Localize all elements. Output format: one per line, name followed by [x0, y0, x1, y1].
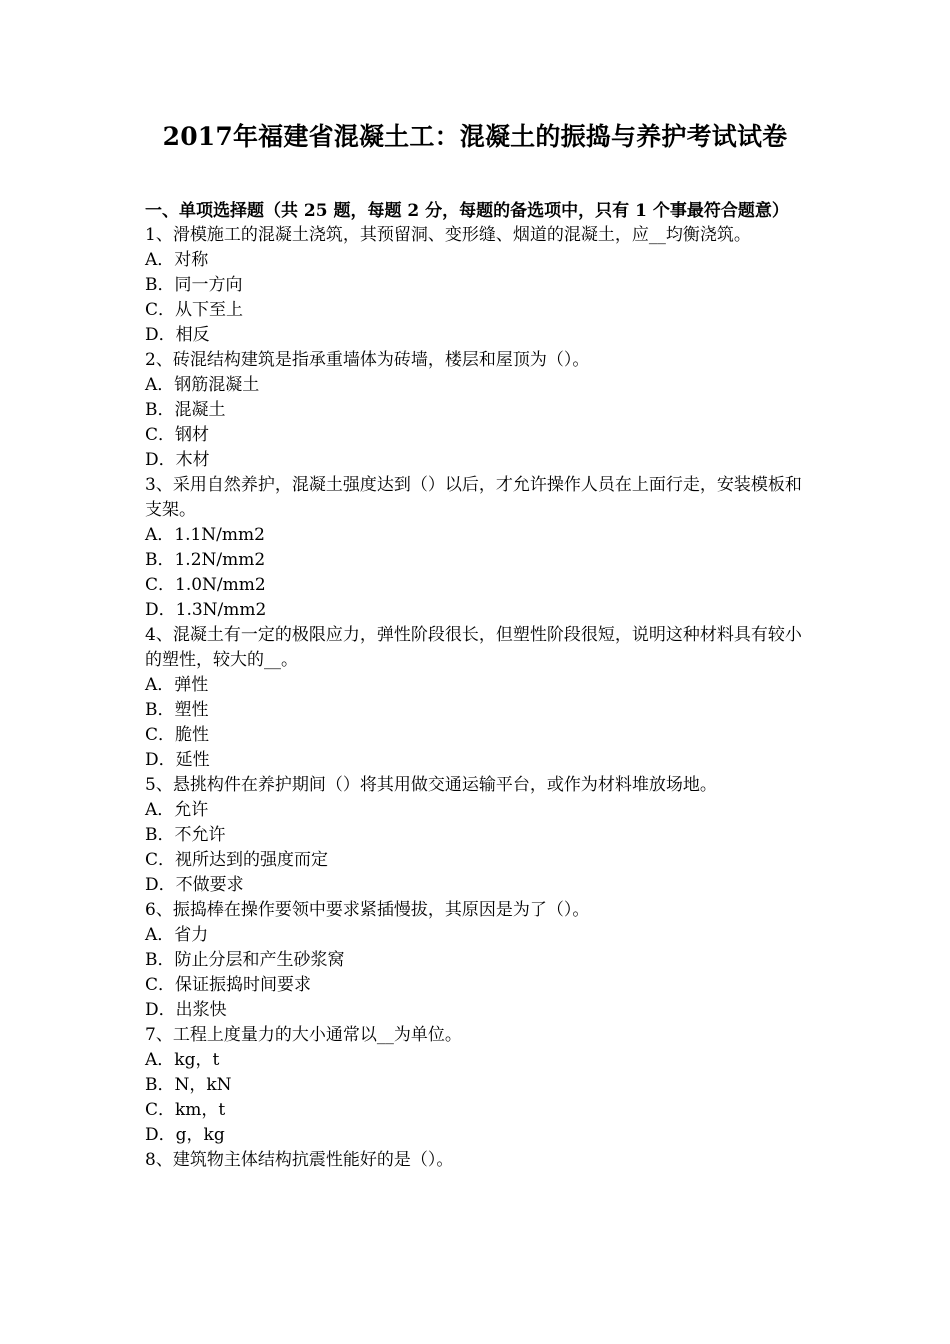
option-b: B．防止分层和产生砂浆窝 — [145, 950, 345, 970]
question-text: 2、砖混结构建筑是指承重墙体为砖墙，楼层和屋顶为（）。 — [145, 350, 590, 370]
option-d: D．g，kg — [145, 1125, 225, 1145]
option-a: A．1.1N/mm2 — [145, 525, 265, 545]
option-d: D．1.3N/mm2 — [145, 600, 267, 620]
option-a: A．kg，t — [145, 1050, 220, 1070]
question-8 — [145, 1148, 810, 1173]
question-4 — [145, 623, 810, 773]
option-c: C．保证振捣时间要求 — [145, 975, 312, 995]
question-6 — [145, 898, 810, 1023]
option-b: B．塑性 — [145, 700, 209, 720]
question-text: 7、工程上度量力的大小通常以__为单位。 — [145, 1025, 462, 1045]
option-a: A．钢筋混凝土 — [145, 375, 260, 395]
option-b: B．混凝土 — [145, 400, 226, 420]
option-b: B．不允许 — [145, 825, 226, 845]
question-text: 4、混凝土有一定的极限应力，弹性阶段很长，但塑性阶段很短，说明这种材料具有较小的塑性，较大的__。 — [145, 625, 802, 670]
option-b: B．同一方向 — [145, 275, 243, 295]
option-c: C．km，t — [145, 1100, 226, 1120]
section-heading: 一、单项选择题（共 25 题，每题 2 分，每题的备选项中，只有 1 个事最符合题意） — [145, 201, 789, 221]
question-2 — [145, 348, 810, 473]
option-a: A．允许 — [145, 800, 209, 820]
option-b: B．1.2N/mm2 — [145, 550, 266, 570]
option-d: D．相反 — [145, 325, 210, 345]
question-text: 3、采用自然养护，混凝土强度达到（）以后，才允许操作人员在上面行走，安装模板和支架。 — [145, 475, 802, 520]
option-c: C．钢材 — [145, 425, 210, 445]
option-d: D．出浆快 — [145, 1000, 227, 1020]
option-c: C．脆性 — [145, 725, 210, 745]
question-text: 5、悬挑构件在养护期间（）将其用做交通运输平台，或作为材料堆放场地。 — [145, 775, 717, 795]
option-d: D．延性 — [145, 750, 210, 770]
option-c: C．视所达到的强度而定 — [145, 850, 329, 870]
question-text: 6、振捣棒在操作要领中要求紧插慢拔，其原因是为了（）。 — [145, 900, 590, 920]
question-3 — [145, 473, 810, 623]
option-c: C．1.0N/mm2 — [145, 575, 266, 595]
question-text: 8、建筑物主体结构抗震性能好的是（）。 — [145, 1150, 454, 1170]
question-5 — [145, 773, 810, 898]
option-c: C．从下至上 — [145, 300, 244, 320]
option-d: D．木材 — [145, 450, 210, 470]
question-7 — [145, 1023, 810, 1148]
question-text: 1、滑模施工的混凝土浇筑，其预留洞、变形缝、烟道的混凝土，应__均衡浇筑。 — [145, 225, 751, 245]
option-b: B．N，kN — [145, 1075, 232, 1095]
question-1 — [145, 223, 810, 348]
page-title: 2017年福建省混凝土工：混凝土的振捣与养护考试试卷 — [162, 122, 788, 151]
document-body — [145, 199, 810, 1173]
option-a: A．省力 — [145, 925, 209, 945]
option-a: A．对称 — [145, 250, 209, 270]
option-a: A．弹性 — [145, 675, 209, 695]
option-d: D．不做要求 — [145, 875, 244, 895]
